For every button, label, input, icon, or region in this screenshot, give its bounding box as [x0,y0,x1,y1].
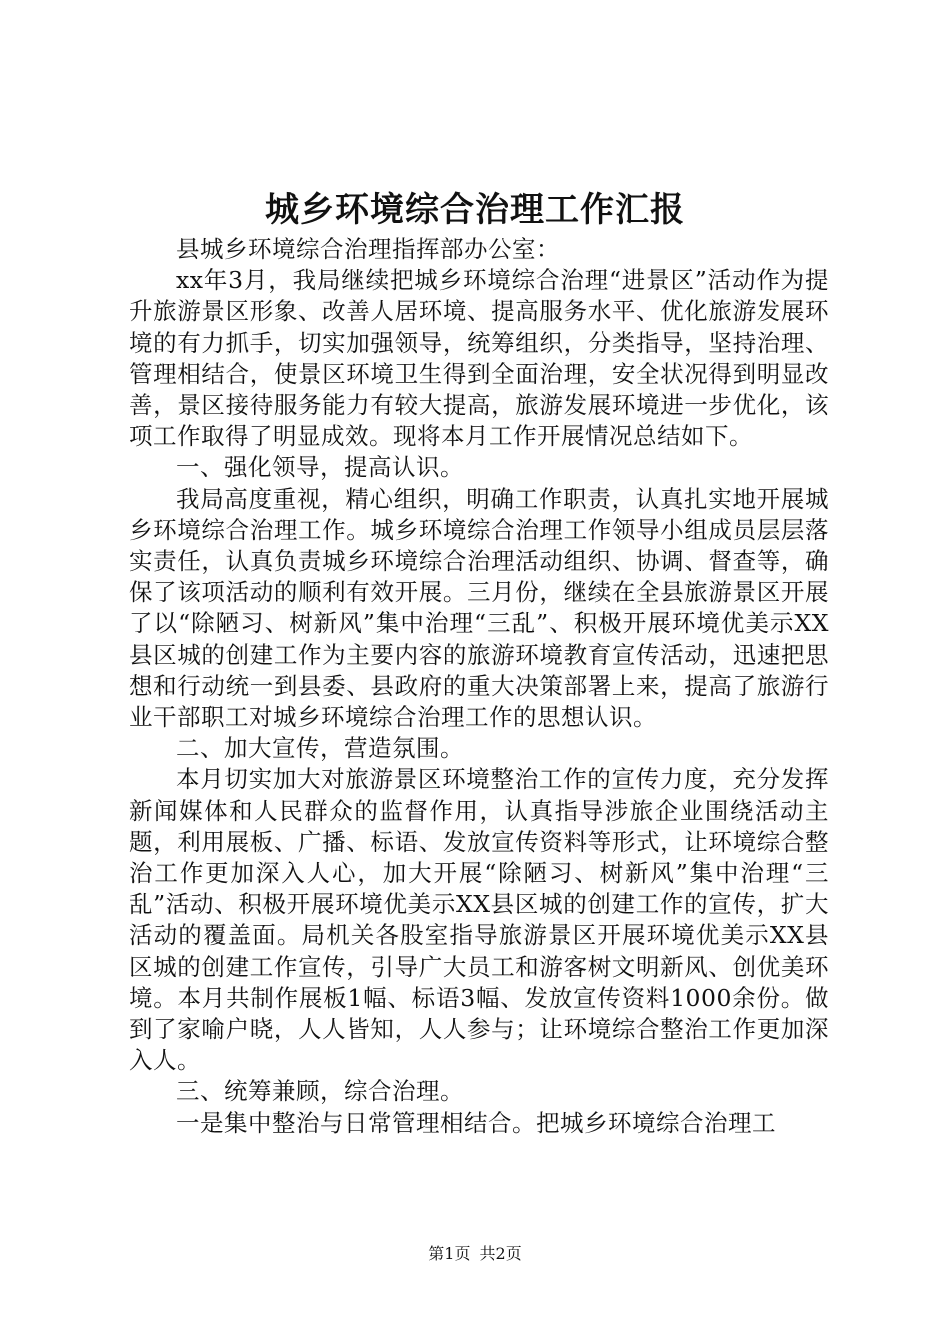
intro-paragraph: xx年3月，我局继续把城乡环境综合治理“进景区”活动作为提升旅游景区形象、改善人居环境、提高服务水平、优化旅游发展环境的有力抓手，切实加强领导，统筹组织，分类指导，坚持治理、管理相结合，使景区环境卫生得到全面治理，安全状况得到明显改善，景区接待服务能力有较大提高，旅游发展环境进一步优化，该项工作取得了明显成效。现将本月工作开展情况总结如下。 [129,266,829,451]
section-paragraph-3: 一是集中整治与日常管理相结合。把城乡环境综合治理工 [176,1108,776,1137]
section-paragraph-2: 本月切实加大对旅游景区环境整治工作的宣传力度，充分发挥新闻媒体和人民群众的监督作用，认真指导涉旅企业围绕活动主题，利用展板、广播、标语、发放宣传资料等形式，让环境综合整治工作更加深入人心，加大开展“除陋习、树新风”集中治理“三乱”活动、积极开展环境优美示XX县区城的创建工作的宣传，扩大活动的覆盖面。局机关各股室指导旅游景区开展环境优美示XX县区城的创建工作宣传，引导广大员工和游客树文明新风、创优美环境。本月共制作展板1幅、标语3幅、发放宣传资料1000余份。做到了家喻户晓，人人皆知，人人参与；让环境综合整治工作更加深入人。 [129,765,829,1075]
salutation: 县城乡环境综合治理指挥部办公室： [176,235,560,263]
document-body [129,234,829,1139]
page-number: 第1页 [428,1244,471,1263]
document-title: 城乡环境综合治理工作汇报 [265,190,685,230]
page-footer [0,1243,950,1265]
section-heading-2: 二、加大宣传，营造氛围。 [176,734,464,763]
page-total: 共2页 [479,1244,522,1263]
section-paragraph-1: 我局高度重视，精心组织，明确工作职责，认真扎实地开展城乡环境综合治理工作。城乡环境综合治理工作领导小组成员层层落实责任，认真负责城乡环境综合治理活动组织、协调、督查等，确保了该项活动的顺利有效开展。三月份，继续在全县旅游景区开展了以“除陋习、树新风”集中治理“三乱”、积极开展环境优美示XX县区城的创建工作为主要内容的旅游环境教育宣传活动，迅速把思想和行动统一到县委、县政府的重大决策部署上来，提高了旅游行业干部职工对城乡环境综合治理工作的思想认识。 [129,484,829,732]
section-heading-3: 三、统筹兼顾，综合治理。 [176,1077,464,1106]
section-heading-1: 一、强化领导，提高认识。 [176,453,464,482]
